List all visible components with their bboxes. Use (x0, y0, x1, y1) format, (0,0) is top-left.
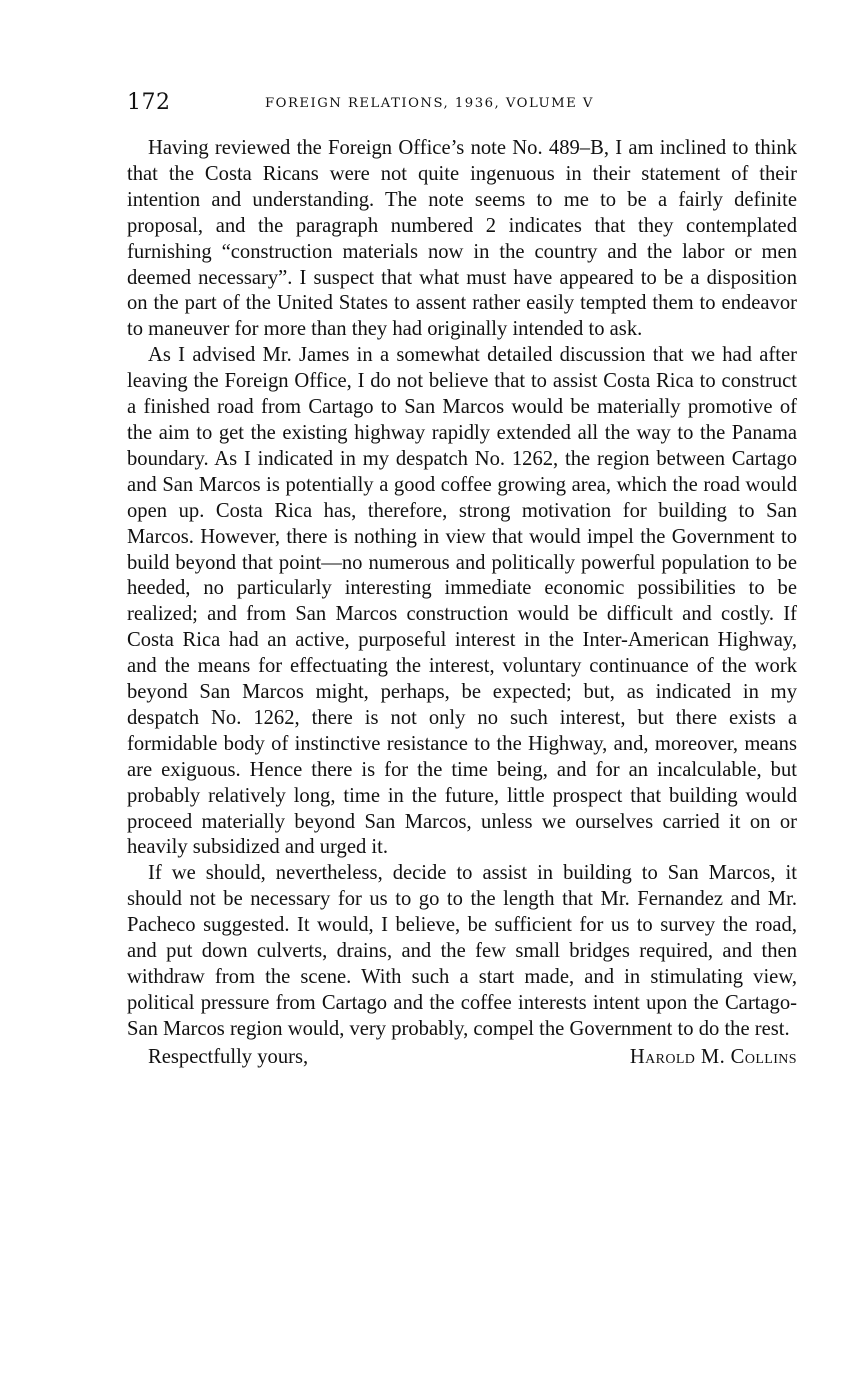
signoff (127, 1045, 797, 1071)
page-number: 172 (127, 90, 171, 115)
paragraph-1: Having reviewed the Foreign Office’s note No. 489–B, I am inclined to think that the Costa Ricans were not quite ingenuous in their statement of their intention and understanding. The note seems to me to be a fairly definite proposal, and the paragraph numbered 2 indicates that they contemplated furnishing “construction materials now in the country and the labor or men deemed necessary”. I suspect that what must have appeared to be a disposition on the part of the United States to assent rather easily tempted them to endeavor to maneuver for more than they had originally intended to ask. (127, 137, 797, 341)
running-head: FOREIGN RELATIONS, 1936, VOLUME V (265, 96, 594, 111)
letter-body (127, 136, 797, 1071)
paragraph-2: As I advised Mr. James in a somewhat detailed discussion that we had after leaving the Foreign Office, I do not believe that to assist Costa Rica to construct a finished road from Cartago to San Marcos would be materially promotive of the aim to get the existing highway rapidly extended all the way to the Panama boundary. As I indicated in my despatch No. 1262, the region between Cartago and San Marcos is potentially a good coffee growing area, which the road would open up. Costa Rica has, therefore, strong motivation for building to San Marcos. However, there is nothing in view that would impel the Government to build beyond that point—no numerous and politically powerful population to be heeded, no particularly interesting immediate economic possibilities to be realized; and from San Marcos construction would be difficult and costly. If Costa Rica had an active, purposeful interest in the Inter-American Highway, and the means for effectuating the interest, voluntary continuance of the work beyond San Marcos might, perhaps, be expected; but, as indicated in my despatch No. 1262, there is not only no such interest, but there exists a formidable body of instinctive resistance to the Highway, and, moreover, means are exiguous. Hence there is for the time being, and for an incalculable, but probably relatively long, time in the future, little prospect that building would proceed materially beyond San Marcos, unless we ourselves carried it on or heavily subsidized and urged it. (127, 344, 797, 859)
page-header (127, 88, 797, 124)
closing: Respectfully yours, (148, 1045, 309, 1068)
document-page (127, 88, 797, 1071)
signature: Harold M. Collins (629, 1045, 797, 1068)
paragraph-3: If we should, nevertheless, decide to assist in building to San Marcos, it should not be necessary for us to go to the length that Mr. Fernandez and Mr. Pacheco suggested. It would, I believe, be sufficient for us to survey the road, and put down culverts, drains, and the few small bridges required, and then withdraw from the scene. With such a start made, and in stimulating view, political pressure from Cartago and the coffee interests intent upon the Cartago-San Marcos region would, very probably, compel the Government to do the rest. (127, 862, 797, 1040)
